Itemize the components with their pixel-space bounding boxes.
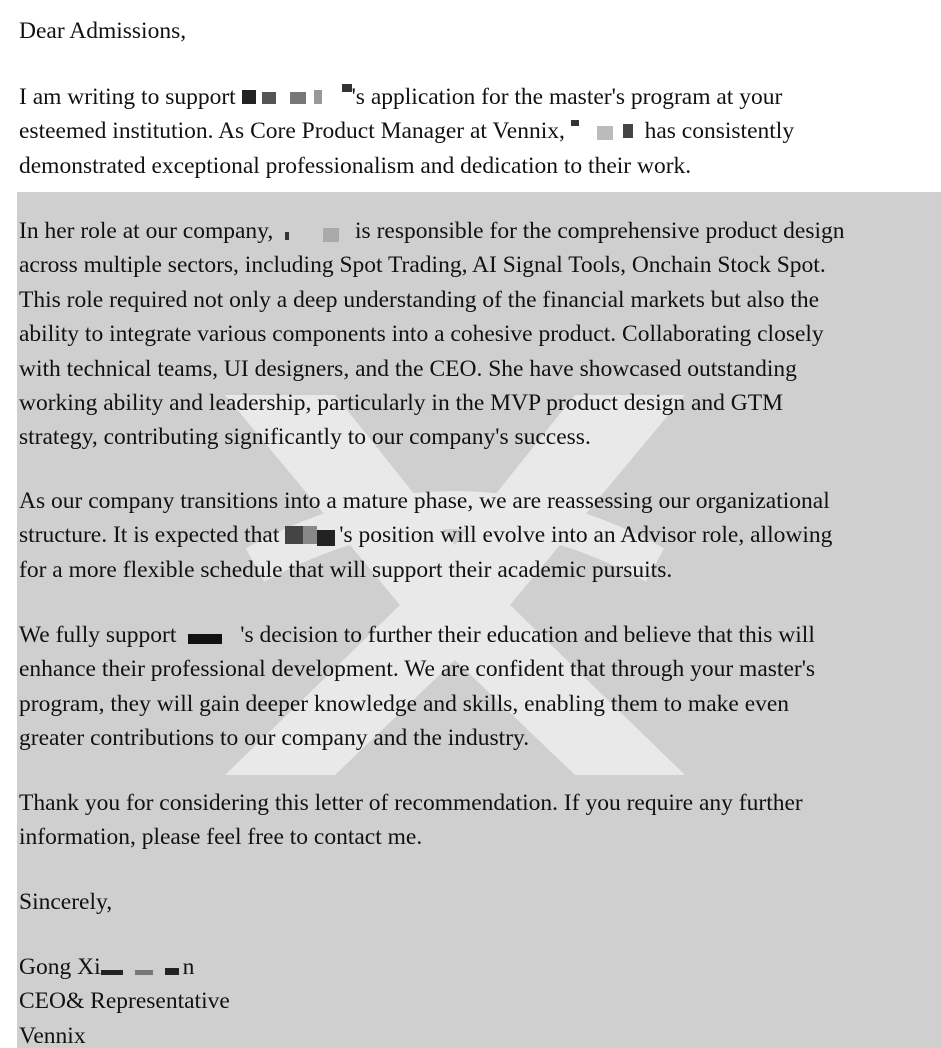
p4-line-2: enhance their professional development. We are confident that through your master's	[19, 656, 816, 683]
p4-line-1: We fully support 's decision to further their education and believe that this will	[19, 622, 815, 648]
paragraph-5	[19, 786, 803, 855]
closing: Sincerely,	[19, 889, 113, 915]
paragraph-2	[19, 214, 845, 455]
signature-title: CEO& Representative	[19, 988, 230, 1015]
p2-line-2: across multiple sectors, including Spot Trading, AI Signal Tools, Onchain Stock Spot.	[19, 252, 826, 279]
p2-line-5: with technical teams, UI designers, and the CEO. She have showcased outstanding	[19, 355, 797, 382]
p2-line-7: strategy, contributing significantly to our company's success.	[19, 424, 591, 451]
redaction-block	[101, 956, 183, 978]
signature-block	[19, 950, 230, 1048]
redaction-block	[242, 86, 352, 108]
p1-line-2: esteemed institution. As Core Product Manager at Vennix, has consistently	[19, 118, 795, 145]
redaction-block	[182, 624, 240, 646]
redaction-block	[285, 524, 339, 546]
salutation: Dear Admissions,	[19, 18, 187, 44]
p2-line-4: ability to integrate various components into a cohesive product. Collaborating closely	[19, 321, 824, 348]
p2-line-3: This role required not only a deep understanding of the financial markets but also the	[19, 286, 820, 313]
p3-line-1: As our company transitions into a mature phase, we are reassessing our organizational	[19, 488, 830, 514]
signature-name: Gong Xi n	[19, 954, 195, 980]
p4-line-3: program, they will gain deeper knowledge and skills, enabling them to make even	[19, 690, 790, 717]
signature-company: Vennix	[19, 1022, 86, 1048]
p5-line-2: information, please feel free to contact me.	[19, 824, 423, 851]
paragraph-1	[19, 80, 794, 183]
p2-line-1: In her role at our company, is responsible for the comprehensive product design	[19, 218, 845, 244]
p5-line-1: Thank you for considering this letter of recommendation. If you require any further	[19, 790, 803, 816]
p3-line-3: for a more flexible schedule that will support their academic pursuits.	[19, 556, 673, 583]
p1-line-1: I am writing to support 's application for the master's program at your	[19, 84, 783, 110]
p1-line-3: demonstrated exceptional professionalism and dedication to their work.	[19, 152, 692, 179]
redaction-block	[279, 220, 349, 242]
p3-line-2: structure. It is expected that 's position will evolve into an Advisor role, allowing	[19, 522, 833, 549]
paragraph-4	[19, 618, 815, 756]
paragraph-3	[19, 484, 832, 587]
p2-line-6: working ability and leadership, particularly in the MVP product design and GTM	[19, 389, 784, 416]
p4-line-4: greater contributions to our company and the industry.	[19, 725, 530, 752]
redaction-block	[571, 120, 639, 142]
